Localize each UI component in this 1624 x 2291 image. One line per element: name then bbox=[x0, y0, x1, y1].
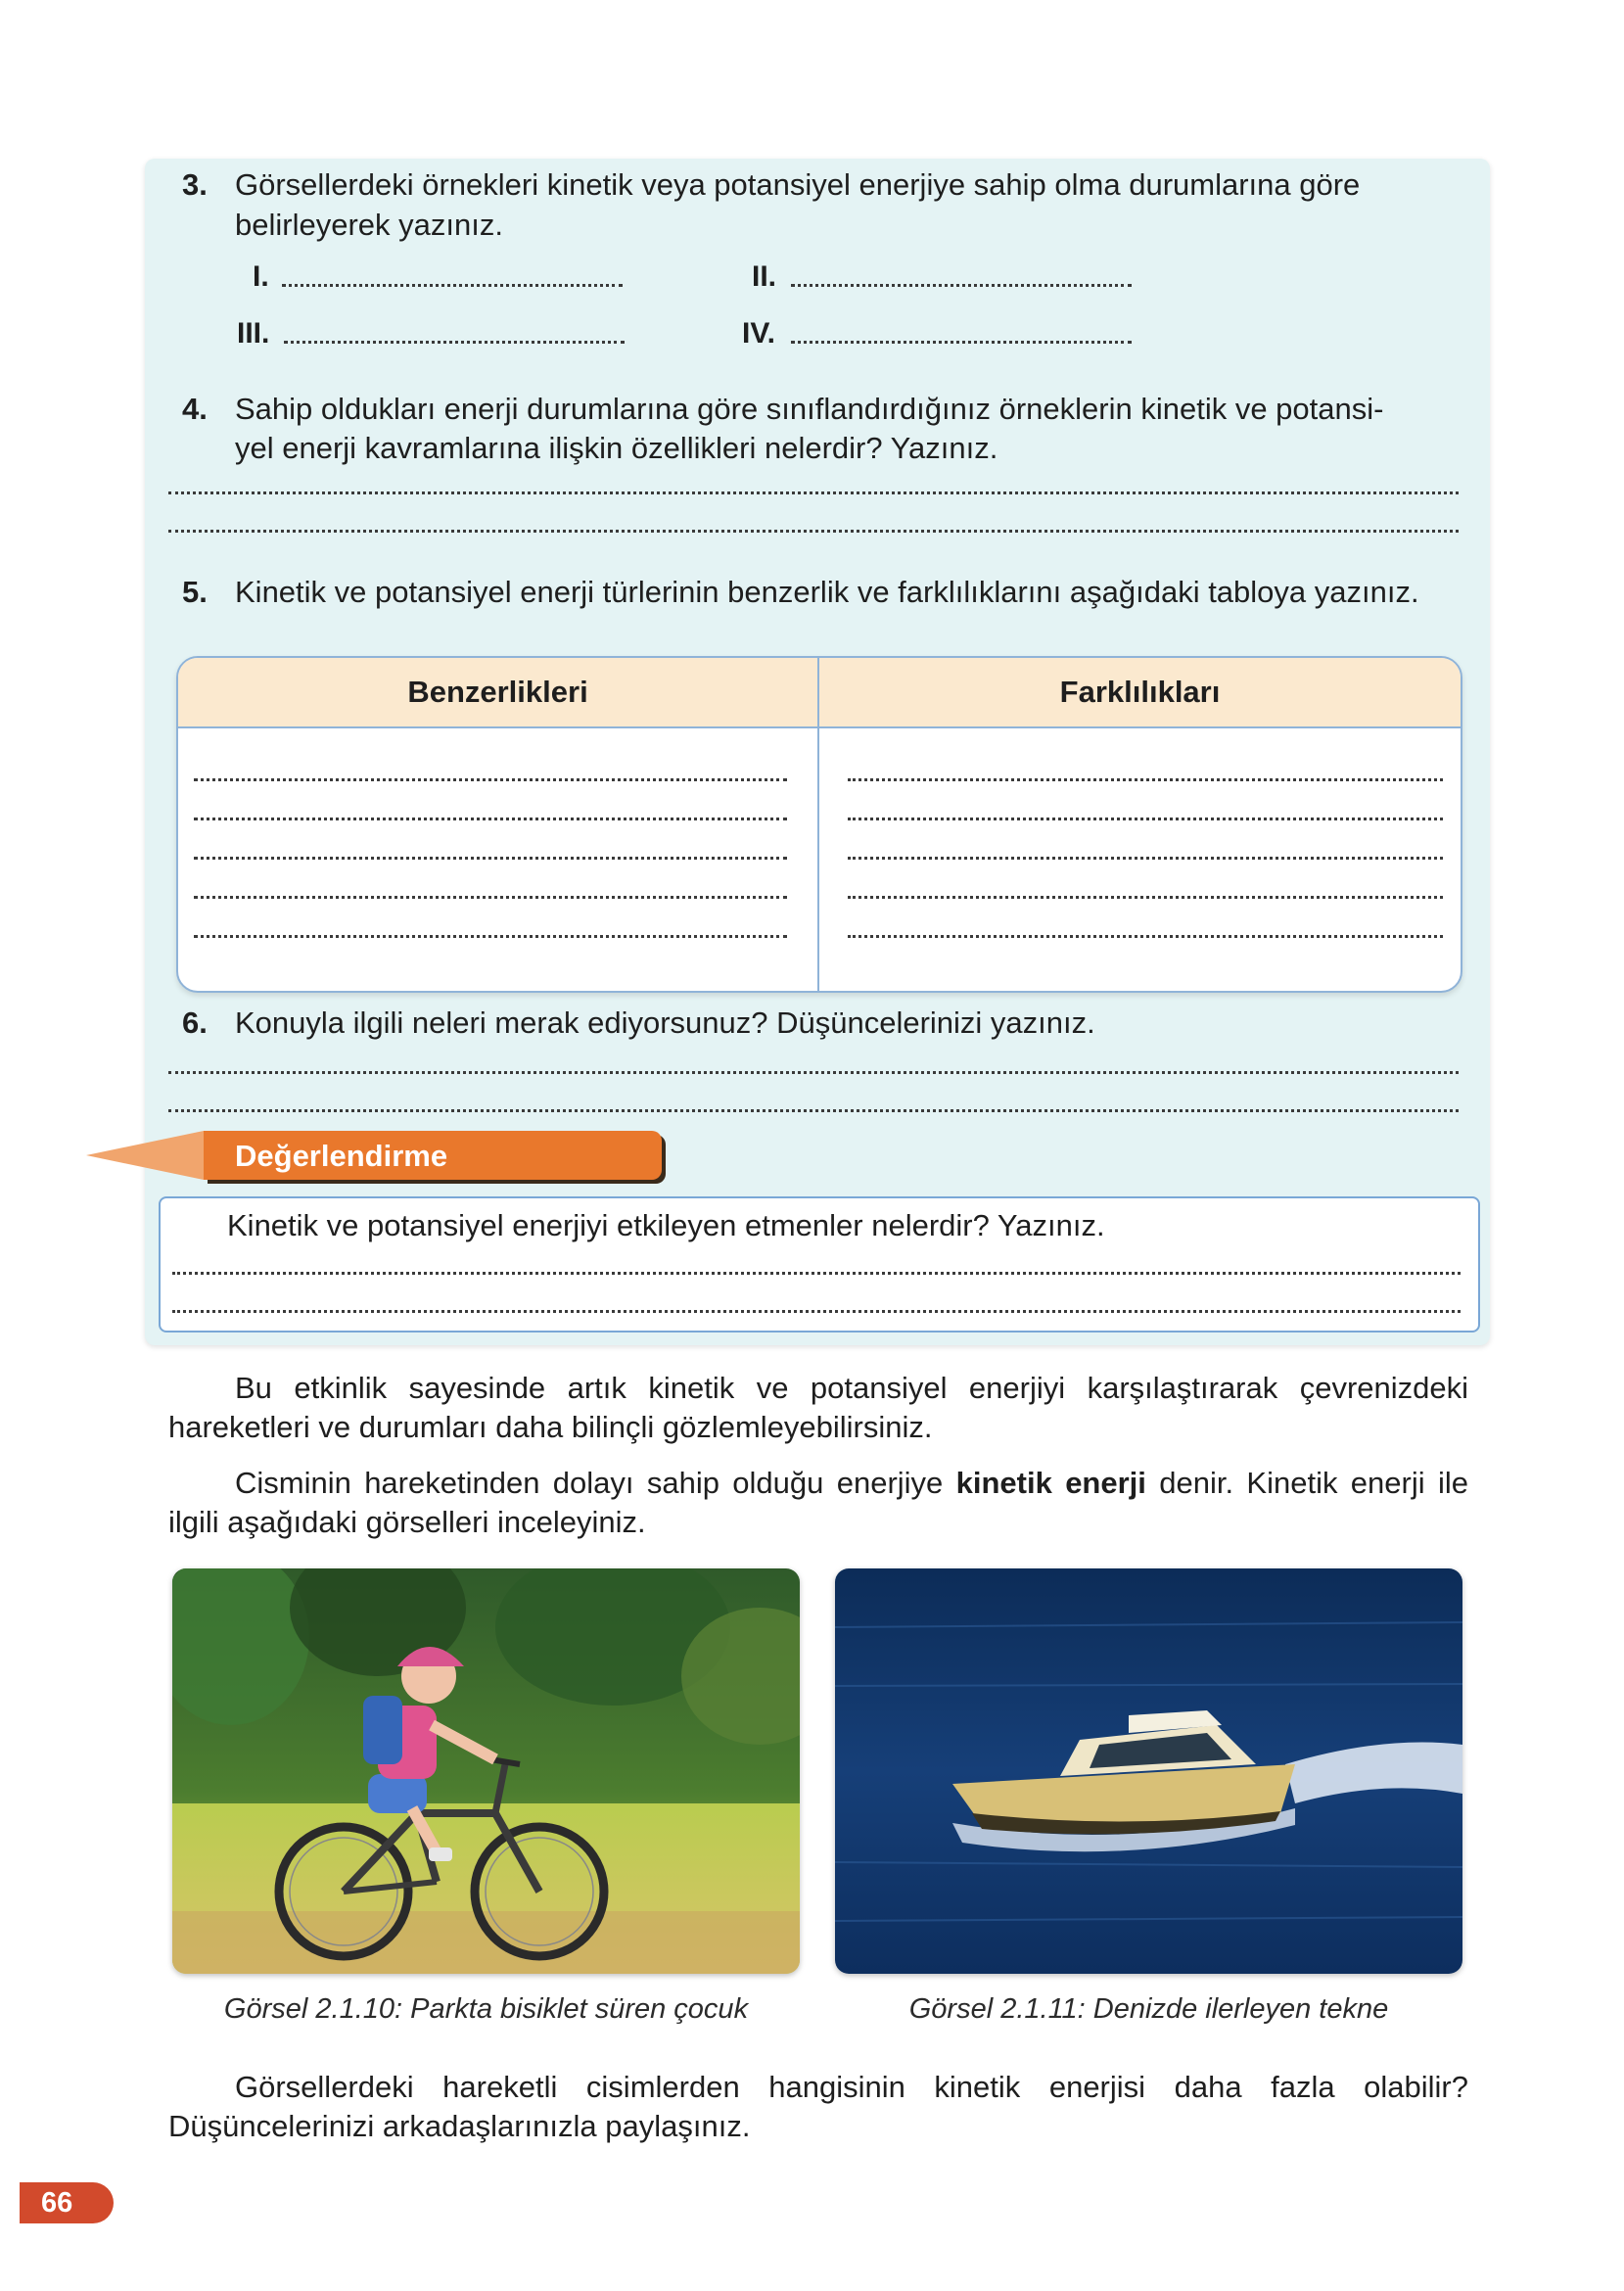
q3-item-4-label: IV. bbox=[742, 317, 775, 350]
figure-child-riding-bicycle bbox=[172, 1568, 800, 1974]
q3-text-line1: Görsellerdeki örnekleri kinetik veya potansiyel enerjiye sahip olma durumlarına göre bbox=[235, 167, 1361, 202]
comparison-table bbox=[176, 656, 1462, 993]
q3-item-4-answer-line[interactable] bbox=[791, 341, 1132, 344]
similarities-answer-line[interactable] bbox=[194, 778, 787, 781]
differences-answer-line[interactable] bbox=[848, 778, 1443, 781]
kinetic-definition-text-2: denir. Kinetik enerji ile ilgili aşağıdaki görselleri inceleyiniz. bbox=[168, 1466, 1468, 1539]
q3-number: 3. bbox=[182, 167, 208, 202]
figure-1-caption: Görsel 2.1.10: Parkta bisiklet süren çocuk bbox=[223, 1993, 749, 2025]
differences-answer-line[interactable] bbox=[848, 857, 1443, 860]
q4-answer-line-1[interactable] bbox=[168, 491, 1459, 494]
table-header-similarities: Benzerlikleri bbox=[407, 675, 588, 709]
q5-number: 5. bbox=[182, 575, 208, 609]
comparison-table-header bbox=[178, 658, 1461, 728]
differences-answer-line[interactable] bbox=[848, 935, 1443, 938]
q3-item-3-label: III. bbox=[237, 317, 270, 350]
q3-item-3-answer-line[interactable] bbox=[284, 341, 625, 344]
q4-text-line1: Sahip oldukları enerji durumlarına göre sınıflandırdığınız örneklerin kinetik ve potansi- bbox=[235, 392, 1384, 426]
similarities-answer-line[interactable] bbox=[194, 857, 787, 860]
q3-item-2-label: II. bbox=[752, 260, 777, 293]
q3-item-1-answer-line[interactable] bbox=[282, 284, 623, 287]
kinetic-definition-text-1: Cisminin hareketinden dolayı sahip olduğu enerjiye bbox=[235, 1466, 944, 1500]
differences-answer-line[interactable] bbox=[848, 818, 1443, 820]
q3-item-1-label: I. bbox=[253, 260, 269, 293]
similarities-answer-line[interactable] bbox=[194, 818, 787, 820]
q4-number: 4. bbox=[182, 392, 208, 426]
q3-item-2-answer-line[interactable] bbox=[791, 284, 1132, 287]
similarities-answer-line[interactable] bbox=[194, 896, 787, 899]
page-number-badge: 66 bbox=[20, 2182, 114, 2223]
evaluation-title: Değerlendirme bbox=[235, 1139, 448, 1173]
evaluation-answer-line-2[interactable] bbox=[172, 1310, 1461, 1313]
q6-number: 6. bbox=[182, 1005, 208, 1040]
differences-answer-line[interactable] bbox=[848, 896, 1443, 899]
q6-answer-line-1[interactable] bbox=[168, 1071, 1459, 1074]
kinetic-energy-term: kinetik enerji bbox=[955, 1466, 1146, 1500]
evaluation-banner-fold bbox=[86, 1131, 204, 1180]
paragraph-intro: Bu etkinlik sayesinde artık kinetik ve potansiyel enerjiyi karşılaştırarak çevrenizdeki hareketleri ve durumları daha bilinçli gözlemleyebilirsiniz. bbox=[168, 1371, 1468, 1444]
q3-text-line2: belirleyerek yazınız. bbox=[235, 208, 503, 242]
table-column-divider bbox=[817, 658, 819, 991]
evaluation-answer-line-1[interactable] bbox=[172, 1272, 1461, 1275]
q4-text-line2: yel enerji kavramlarına ilişkin özellikleri nelerdir? Yazınız. bbox=[235, 431, 998, 465]
figure-boat-on-sea bbox=[835, 1568, 1462, 1974]
q5-text: Kinetik ve potansiyel enerji türlerinin benzerlik ve farklılıklarını aşağıdaki tabloya yazınız. bbox=[235, 575, 1419, 609]
similarities-answer-line[interactable] bbox=[194, 935, 787, 938]
table-header-differences: Farklılıkları bbox=[1059, 675, 1221, 709]
paragraph-discussion: Görsellerdeki hareketli cisimlerden hangisinin kinetik enerjisi daha fazla olabilir? Düşüncelerinizi arkadaşlarınızla paylaşınız. bbox=[168, 2070, 1468, 2143]
q6-answer-line-2[interactable] bbox=[168, 1109, 1459, 1112]
q4-answer-line-2[interactable] bbox=[168, 530, 1459, 533]
paragraph-kinetic-definition bbox=[168, 1464, 1468, 1542]
q6-text: Konuyla ilgili neleri merak ediyorsunuz? Düşüncelerinizi yazınız. bbox=[235, 1005, 1095, 1040]
evaluation-question: Kinetik ve potansiyel enerjiyi etkileyen etmenler nelerdir? Yazınız. bbox=[227, 1208, 1105, 1242]
figure-2-caption: Görsel 2.1.11: Denizde ilerleyen tekne bbox=[908, 1993, 1389, 2025]
